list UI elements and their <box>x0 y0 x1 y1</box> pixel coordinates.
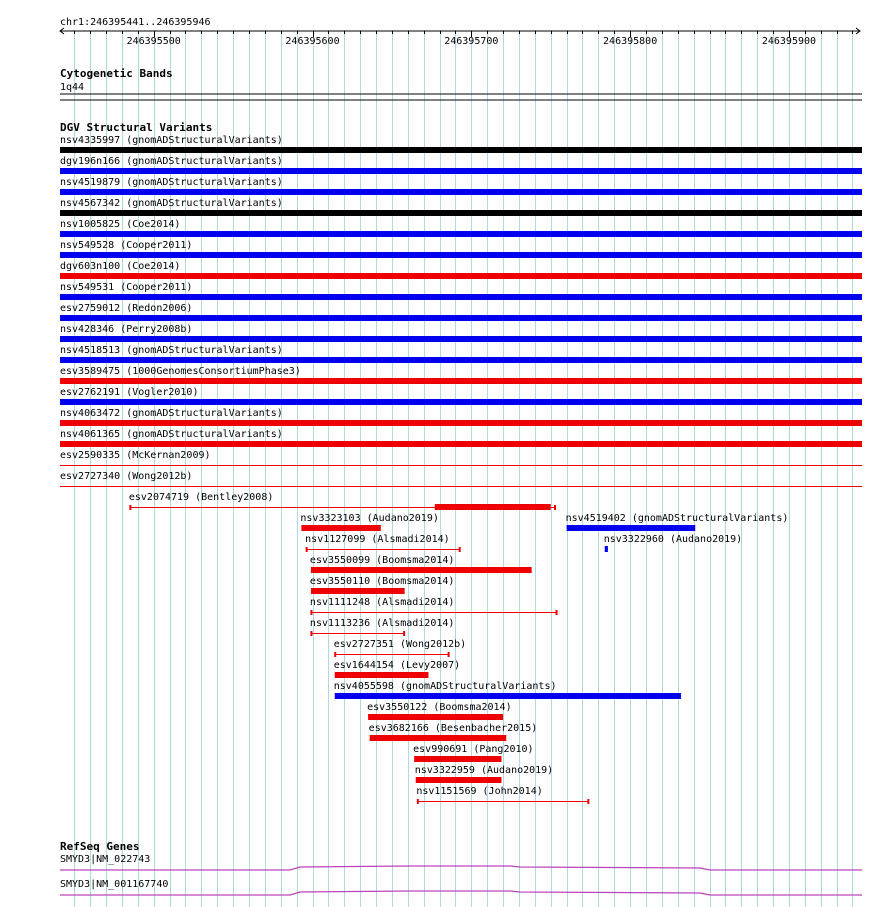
variant-bar[interactable] <box>60 252 862 258</box>
ruler-ticks <box>75 31 853 47</box>
variant-label[interactable]: esv2727351 (Wong2012b) <box>333 639 467 650</box>
variant-label[interactable]: dgv603n100 (Coe2014) <box>60 261 181 272</box>
variant-label[interactable]: esv1644154 (Levy2007) <box>333 660 461 671</box>
variant-label[interactable]: nsv549531 (Cooper2011) <box>60 282 193 293</box>
variant-feature[interactable] <box>300 513 438 531</box>
variant-bar[interactable] <box>567 525 696 531</box>
variant-feature[interactable] <box>334 660 460 678</box>
variant-feature[interactable] <box>310 618 455 636</box>
variant-label[interactable]: nsv4518513 (gnomADStructuralVariants) <box>60 345 283 356</box>
variant-bar[interactable] <box>416 777 502 783</box>
variant-label[interactable]: nsv4567342 (gnomADStructuralVariants) <box>60 198 283 209</box>
variant-label[interactable]: nsv549528 (Cooper2011) <box>60 240 193 251</box>
variant-label[interactable]: esv2762191 (Vogler2010) <box>60 387 199 398</box>
ruler-tick-label: 246395900 <box>761 36 817 47</box>
variant-bar[interactable] <box>311 567 532 573</box>
variant-feature[interactable] <box>334 639 466 657</box>
cytoband-track-title: Cytogenetic Bands <box>60 67 173 80</box>
coordinate-ruler[interactable] <box>60 17 860 47</box>
variant-bar[interactable] <box>335 672 429 678</box>
variant-feature[interactable] <box>367 702 512 720</box>
variant-label[interactable]: nsv428346 (Perry2008b) <box>60 324 193 335</box>
variant-bar[interactable] <box>301 525 380 531</box>
variant-label[interactable]: nsv1005825 (Coe2014) <box>60 219 181 230</box>
dgv-track-title: DGV Structural Variants <box>60 121 213 134</box>
variant-bar[interactable] <box>311 588 405 594</box>
variant-label[interactable]: nsv3322960 (Audano2019) <box>603 534 743 545</box>
variant-bar[interactable] <box>60 336 862 342</box>
variant-label[interactable]: nsv4055598 (gnomADStructuralVariants) <box>333 681 557 692</box>
variant-label[interactable]: nsv1113236 (Alsmadi2014) <box>309 618 455 629</box>
variant-label[interactable]: nsv4063472 (gnomADStructuralVariants) <box>60 408 283 419</box>
variant-feature[interactable] <box>129 492 556 510</box>
variant-bar[interactable] <box>60 294 862 300</box>
variant-label[interactable]: esv2074719 (Bentley2008) <box>128 492 274 503</box>
variant-feature[interactable] <box>566 513 789 531</box>
variant-label[interactable]: esv3550099 (Boomsma2014) <box>309 555 455 566</box>
variant-bar[interactable] <box>60 357 862 363</box>
variant-bar[interactable] <box>60 441 862 447</box>
variant-label[interactable]: esv3550122 (Boomsma2014) <box>367 702 512 713</box>
variant-bar[interactable] <box>60 273 862 279</box>
variant-label[interactable]: dgv196n166 (gnomADStructuralVariants) <box>60 156 283 167</box>
variant-bar[interactable] <box>60 420 862 426</box>
ruler-tick-label: 246395500 <box>126 36 181 47</box>
variant-bar[interactable] <box>368 714 503 720</box>
variant-label[interactable]: nsv1127099 (Alsmadi2014) <box>305 534 450 545</box>
gene-label[interactable]: SMYD3|NM_001167740 <box>60 879 169 890</box>
variant-feature[interactable] <box>416 786 589 804</box>
variant-bar[interactable] <box>414 756 501 762</box>
variant-bar[interactable] <box>605 546 608 552</box>
variant-thick-region[interactable] <box>435 504 551 510</box>
locus-label: chr1:246395441..246395946 <box>60 17 211 28</box>
variant-label[interactable]: nsv4519879 (gnomADStructuralVariants) <box>60 177 283 188</box>
variant-bar[interactable] <box>60 147 862 153</box>
variant-label[interactable]: esv3550110 (Boomsma2014) <box>309 576 455 587</box>
variant-bar[interactable] <box>60 210 862 216</box>
variant-bar[interactable] <box>60 168 862 174</box>
variant-label[interactable]: nsv4061365 (gnomADStructuralVariants) <box>60 429 283 440</box>
gene-label[interactable]: SMYD3|NM_022743 <box>60 854 151 865</box>
variant-bar[interactable] <box>60 378 862 384</box>
variant-bar[interactable] <box>370 735 507 741</box>
variant-label[interactable]: esv3682166 (Besenbacher2015) <box>368 723 538 734</box>
variant-feature[interactable] <box>305 534 460 552</box>
variant-label[interactable]: nsv3323103 (Audano2019) <box>300 513 439 524</box>
variant-feature[interactable] <box>310 597 557 615</box>
variant-feature[interactable] <box>310 576 455 594</box>
variant-feature[interactable] <box>413 744 533 762</box>
variant-feature[interactable] <box>369 723 538 741</box>
variant-label[interactable]: nsv4335997 (gnomADStructuralVariants) <box>60 135 283 146</box>
variant-bar[interactable] <box>60 315 862 321</box>
variant-bar[interactable] <box>60 399 862 405</box>
variant-label[interactable]: nsv3322959 (Audano2019) <box>414 765 554 776</box>
variant-feature[interactable] <box>415 765 553 783</box>
variant-label[interactable]: esv2590335 (McKernan2009) <box>60 450 211 461</box>
variant-feature[interactable] <box>334 681 681 699</box>
variant-label[interactable]: esv3589475 (1000GenomesConsortiumPhase3) <box>60 366 301 377</box>
variant-feature[interactable] <box>310 555 532 573</box>
ruler-tick-label: 246395600 <box>285 36 340 47</box>
ruler-tick-label: 246395800 <box>603 36 658 47</box>
variant-label[interactable]: esv2759012 (Redon2006) <box>60 303 193 314</box>
variant-label[interactable]: nsv1111248 (Alsmadi2014) <box>309 597 455 608</box>
variant-bar[interactable] <box>335 693 681 699</box>
variant-label[interactable]: esv990691 (Pang2010) <box>413 744 534 755</box>
ruler-tick-label: 246395700 <box>444 36 499 47</box>
variant-feature[interactable] <box>604 534 742 552</box>
refseq-track-title: RefSeq Genes <box>60 840 140 853</box>
cytoband-label[interactable]: 1q44 <box>60 82 85 93</box>
variant-label[interactable]: nsv1151569 (John2014) <box>416 786 543 797</box>
variant-label[interactable]: esv2727340 (Wong2012b) <box>60 471 193 482</box>
variant-bar[interactable] <box>60 231 862 237</box>
variant-bar[interactable] <box>60 189 862 195</box>
variant-label[interactable]: nsv4519402 (gnomADStructuralVariants) <box>565 513 789 524</box>
